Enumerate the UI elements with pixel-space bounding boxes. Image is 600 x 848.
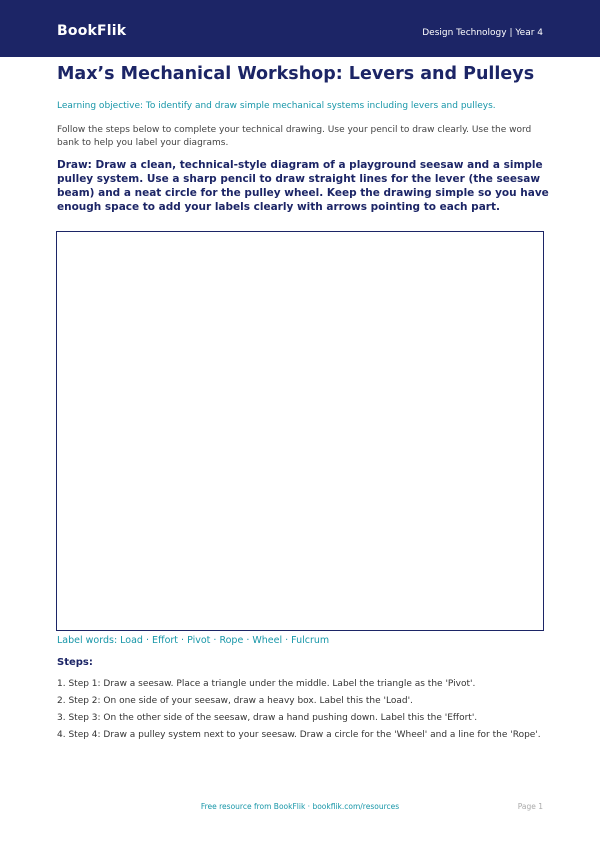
subject-year-label: Design Technology | Year 4	[422, 28, 543, 38]
brand-logo-text: BookFlik	[57, 23, 127, 39]
step-item: 1. Step 1: Draw a seesaw. Place a triangle under the middle. Label the triangle as the 'Pivot'.	[57, 679, 476, 689]
intro-text: Follow the steps below to complete your technical drawing. Use your pencil to draw clearly. Use the word bank to help you label your diagrams.	[57, 125, 532, 148]
step-item: 2. Step 2: On one side of your seesaw, draw a heavy box. Label this the 'Load'.	[57, 696, 413, 706]
page-number: Page 1	[517, 802, 543, 811]
steps-heading: Steps:	[57, 657, 93, 668]
header-bar	[0, 0, 600, 57]
draw-instruction: Draw: Draw a clean, technical-style diagram of a playground seesaw and a simple pulley system. Use a sharp pencil to draw straight lines for the lever (the seesaw beam) and a neat circle for the pulley wheel. Keep the drawing simple so you have enough space to add your labels clearly with arrows pointing to each part.	[57, 159, 549, 213]
footer-source: Free resource from BookFlik · bookflik.com/resources	[200, 802, 400, 811]
page-title: Max’s Mechanical Workshop: Levers and Pulleys	[57, 64, 535, 84]
step-item: 4. Step 4: Draw a pulley system next to your seesaw. Draw a circle for the 'Wheel' and a line for the 'Rope'.	[57, 730, 541, 740]
step-item: 3. Step 3: On the other side of the seesaw, draw a hand pushing down. Label this the 'Effort'.	[57, 713, 478, 723]
steps-list	[57, 676, 557, 744]
drawing-area	[56, 231, 544, 631]
word-bank: Label words: Load · Effort · Pivot · Rope · Wheel · Fulcrum	[57, 635, 330, 646]
learning-objective: Learning objective: To identify and draw simple mechanical systems including levers and pulleys.	[57, 101, 496, 111]
